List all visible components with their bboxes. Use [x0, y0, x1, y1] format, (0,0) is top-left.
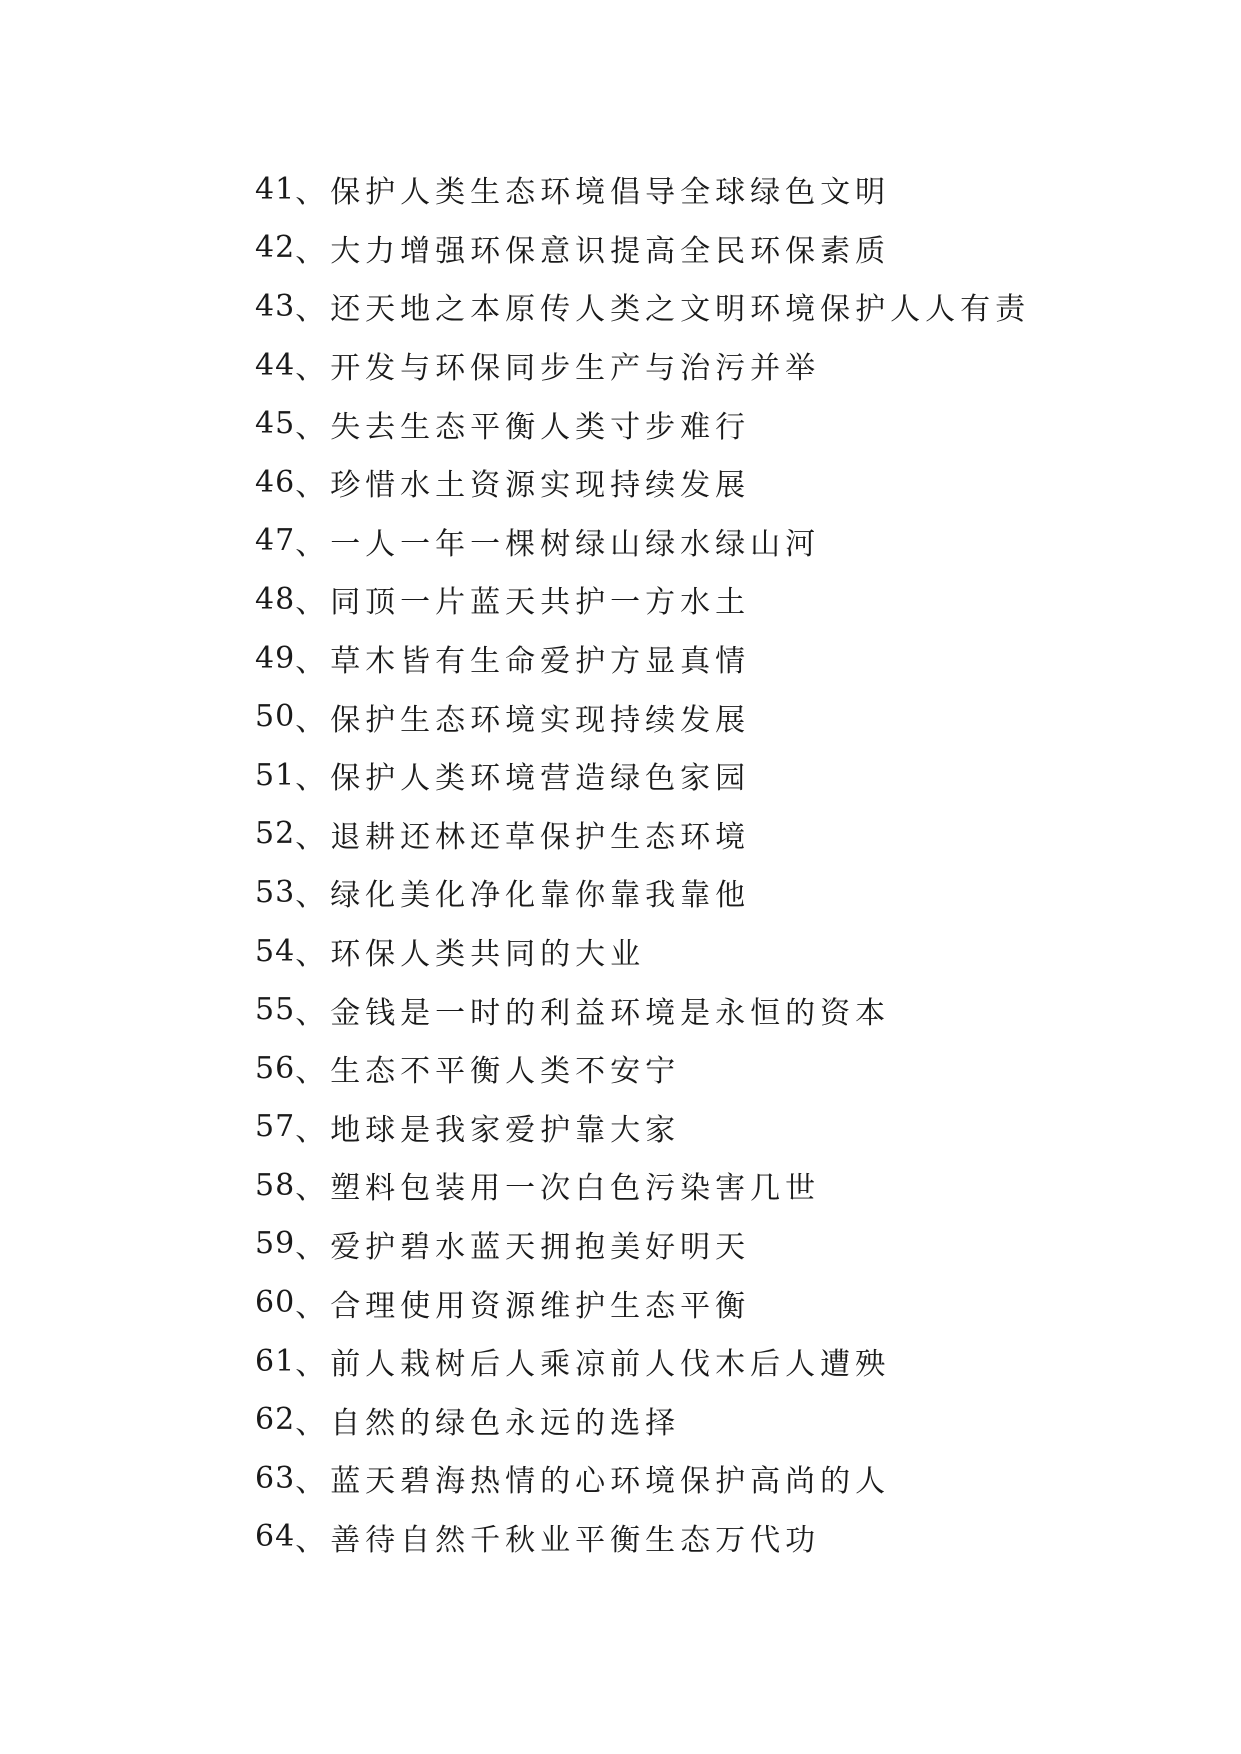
- item-text: 珍惜水土资源实现持续发展: [330, 468, 751, 504]
- item-separator: 、: [295, 175, 331, 211]
- item-separator: 、: [295, 292, 331, 328]
- item-number: 64: [255, 1519, 296, 1555]
- item-separator: 、: [295, 468, 331, 504]
- item-separator: 、: [295, 878, 331, 914]
- list-item: [255, 277, 1030, 336]
- list-item: [255, 1156, 1030, 1215]
- item-separator: 、: [295, 1522, 331, 1558]
- item-separator: 、: [295, 233, 331, 269]
- item-text: 开发与环保同步生产与治污并举: [330, 351, 821, 387]
- item-number: 50: [255, 699, 296, 735]
- item-number: 46: [255, 464, 296, 500]
- list-item: [255, 863, 1030, 922]
- item-number: 48: [255, 581, 296, 617]
- list-item: [255, 160, 1030, 219]
- list-item: [255, 1390, 1030, 1449]
- list-item: [255, 746, 1030, 805]
- item-text: 蓝天碧海热情的心环境保护高尚的人: [330, 1464, 891, 1500]
- list-item: [255, 1215, 1030, 1274]
- item-separator: 、: [295, 1347, 331, 1383]
- item-text: 自然的绿色永远的选择: [330, 1405, 681, 1441]
- item-text: 金钱是一时的利益环境是永恒的资本: [330, 995, 891, 1031]
- item-text: 保护生态环境实现持续发展: [330, 702, 751, 738]
- item-text: 同顶一片蓝天共护一方水土: [330, 585, 751, 621]
- list-item: [255, 1332, 1030, 1391]
- item-separator: 、: [295, 1288, 331, 1324]
- list-item: [255, 394, 1030, 453]
- item-text: 合理使用资源维护生态平衡: [330, 1288, 751, 1324]
- item-separator: 、: [295, 644, 331, 680]
- item-separator: 、: [295, 351, 331, 387]
- item-text: 一人一年一棵树绿山绿水绿山河: [330, 526, 821, 562]
- list-item: [255, 1449, 1030, 1508]
- item-text: 爱护碧水蓝天拥抱美好明天: [330, 1229, 751, 1265]
- item-separator: 、: [295, 1054, 331, 1090]
- item-number: 51: [255, 757, 296, 793]
- item-text: 环保人类共同的大业: [330, 937, 646, 973]
- item-separator: 、: [295, 585, 331, 621]
- item-number: 41: [255, 171, 296, 207]
- item-separator: 、: [295, 409, 331, 445]
- list-item: [255, 1039, 1030, 1098]
- slogan-list: [255, 160, 1030, 1566]
- item-number: 62: [255, 1402, 296, 1438]
- item-separator: 、: [295, 1405, 331, 1441]
- list-item: [255, 570, 1030, 629]
- item-text: 地球是我家爱护靠大家: [330, 1112, 681, 1148]
- item-number: 60: [255, 1285, 296, 1321]
- list-item: [255, 629, 1030, 688]
- item-text: 塑料包装用一次白色污染害几世: [330, 1171, 821, 1207]
- item-number: 59: [255, 1226, 296, 1262]
- item-text: 前人栽树后人乘凉前人伐木后人遭殃: [330, 1347, 891, 1383]
- item-text: 还天地之本原传人类之文明环境保护人人有责: [330, 292, 1031, 328]
- item-separator: 、: [295, 1171, 331, 1207]
- list-item: [255, 980, 1030, 1039]
- item-number: 61: [255, 1343, 296, 1379]
- item-number: 52: [255, 816, 296, 852]
- item-number: 53: [255, 874, 296, 910]
- item-text: 善待自然千秋业平衡生态万代功: [330, 1522, 821, 1558]
- list-item: [255, 1508, 1030, 1567]
- item-text: 绿化美化净化靠你靠我靠他: [330, 878, 751, 914]
- item-text: 退耕还林还草保护生态环境: [330, 819, 751, 855]
- item-text: 失去生态平衡人类寸步难行: [330, 409, 751, 445]
- item-separator: 、: [295, 761, 331, 797]
- list-item: [255, 1273, 1030, 1332]
- list-item: [255, 219, 1030, 278]
- item-number: 42: [255, 230, 296, 266]
- item-separator: 、: [295, 1229, 331, 1265]
- list-item: [255, 922, 1030, 981]
- item-number: 63: [255, 1460, 296, 1496]
- list-item: [255, 1098, 1030, 1157]
- item-text: 草木皆有生命爱护方显真情: [330, 644, 751, 680]
- item-separator: 、: [295, 995, 331, 1031]
- item-text: 大力增强环保意识提高全民环保素质: [330, 233, 891, 269]
- item-number: 49: [255, 640, 296, 676]
- item-number: 54: [255, 933, 296, 969]
- item-number: 58: [255, 1167, 296, 1203]
- item-text: 保护人类环境营造绿色家园: [330, 761, 751, 797]
- item-text: 保护人类生态环境倡导全球绿色文明: [330, 175, 891, 211]
- list-item: [255, 336, 1030, 395]
- list-item: [255, 805, 1030, 864]
- item-number: 44: [255, 347, 296, 383]
- item-separator: 、: [295, 1464, 331, 1500]
- list-item: [255, 453, 1030, 512]
- item-separator: 、: [295, 1112, 331, 1148]
- item-number: 43: [255, 288, 296, 324]
- item-separator: 、: [295, 526, 331, 562]
- item-separator: 、: [295, 702, 331, 738]
- item-number: 56: [255, 1050, 296, 1086]
- item-separator: 、: [295, 937, 331, 973]
- list-item: [255, 512, 1030, 571]
- item-number: 55: [255, 992, 296, 1028]
- item-number: 47: [255, 523, 296, 559]
- item-text: 生态不平衡人类不安宁: [330, 1054, 681, 1090]
- item-number: 57: [255, 1109, 296, 1145]
- item-separator: 、: [295, 819, 331, 855]
- list-item: [255, 687, 1030, 746]
- item-number: 45: [255, 406, 296, 442]
